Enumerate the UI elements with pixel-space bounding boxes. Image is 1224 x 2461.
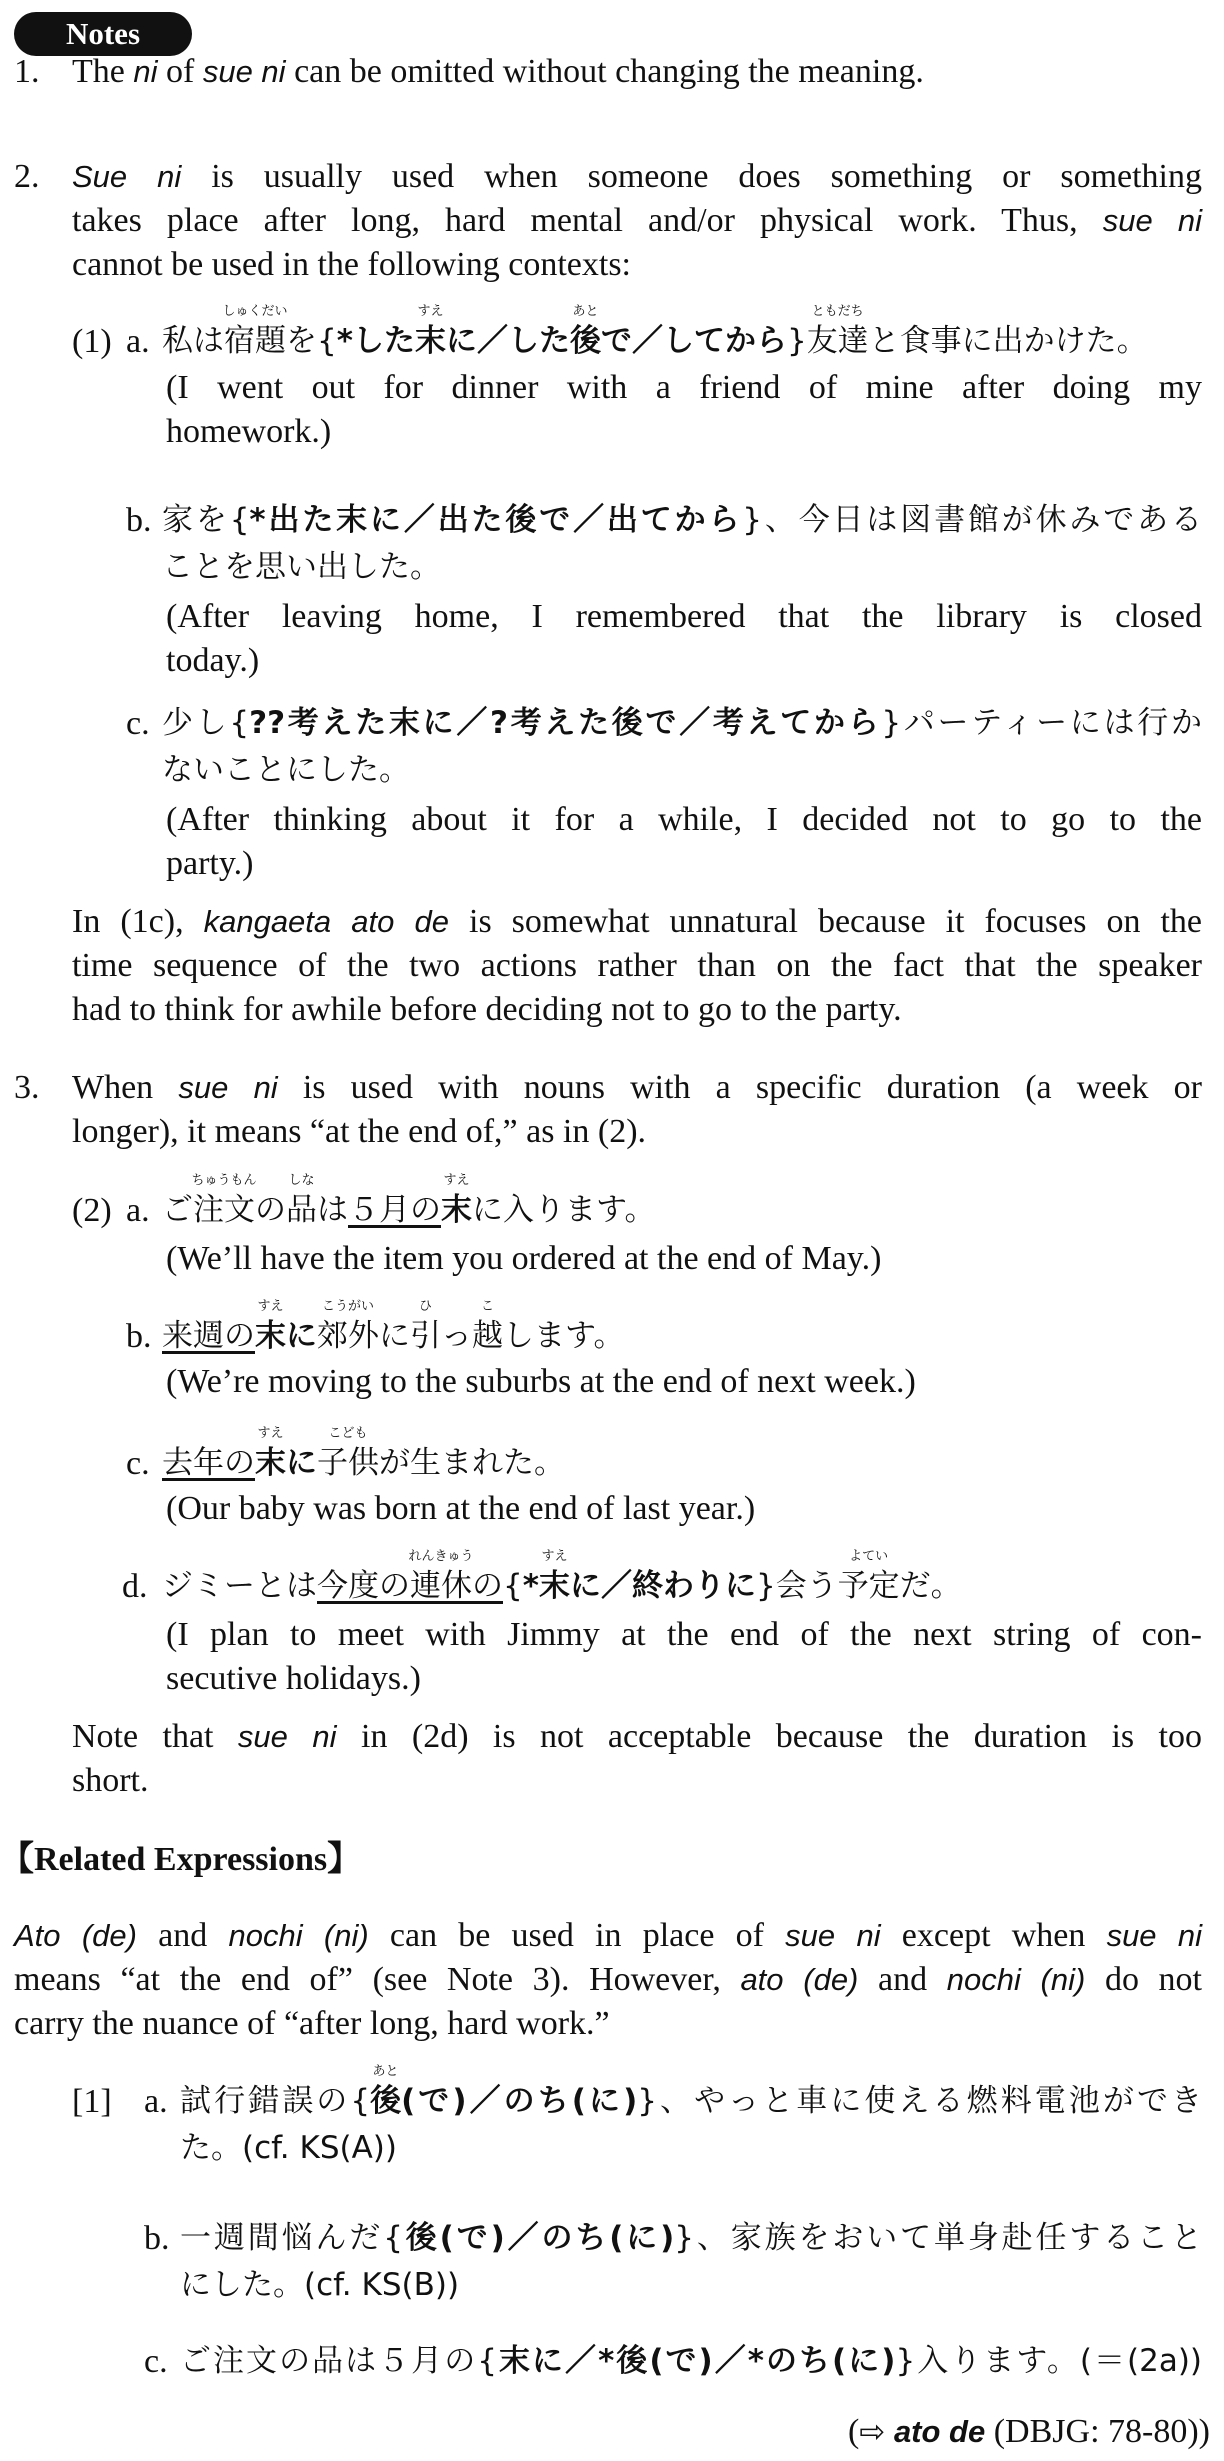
example-r1b-label: b. — [144, 2220, 170, 2257]
example-r1c-label: c. — [144, 2343, 168, 2380]
note-2-line-2: takes place after long, hard mental and/or physical work. Thus, sue ni — [72, 202, 1202, 239]
cross-reference: (⇨ ato de (DBJG: 78-80)) — [848, 2413, 1210, 2450]
example-2c-label: c. — [126, 1445, 150, 1482]
example-2d-english-1: (I plan to meet with Jimmy at the end of the next string of con- — [166, 1616, 1202, 1653]
example-r1b-japanese-2: にした。(cf. KS(B)) — [180, 2267, 460, 2303]
example-2c-english: (Our baby was born at the end of last year.) — [166, 1490, 756, 1527]
note-2-line-1: Sue ni is usually used when someone does something or something — [72, 158, 1202, 195]
example-1a-japanese: 私は宿題 しゅくだい を{*した末 すえ に／した後 あと で／してから}友達 ともだち と食事に出かけた。 — [162, 304, 1148, 359]
related-line-3: carry the nuance of “after long, hard work.” — [14, 2005, 610, 2042]
example-1c-label: c. — [126, 705, 150, 742]
note-1-text: The ni of sue ni can be omitted without changing the meaning. — [72, 53, 924, 90]
example-r1b-japanese-1: 一週間悩んだ{後(で)／のち(に)}、家族をおいて単身赴任すること — [180, 2220, 1203, 2256]
example-1a-english-2: homework.) — [166, 413, 332, 450]
example-1a-english-1: (I went out for dinner with a friend of mine after doing my — [166, 369, 1202, 406]
note-3-line-1: When sue ni is used with nouns with a specific duration (a week or — [72, 1069, 1202, 1106]
example-1b-english-1: (After leaving home, I remembered that the library is closed — [166, 598, 1202, 635]
related-line-2: means “at the end of” (see Note 3). However, ato (de) and nochi (ni) do not — [14, 1961, 1202, 1998]
example-2b-english: (We’re moving to the suburbs at the end of next week.) — [166, 1363, 916, 1400]
example-2a-english: (We’ll have the item you ordered at the end of May.) — [166, 1240, 882, 1277]
example-2b-japanese: 来週の末 すえ に郊外 こうがい に引 ひ っ越 こ します。 — [162, 1299, 625, 1354]
example-2d-label: d. — [122, 1568, 148, 1605]
example-2d-japanese: ジミーとは今度の連休 れんきゅう の{*末 すえ に／終わりに}会う予定 よてい だ。 — [162, 1549, 962, 1604]
note-1c-line-2: time sequence of the two actions rather than on the fact that the speaker — [72, 947, 1202, 984]
example-r1c-japanese: ご注文の品は５月の{末に／*後(で)／*のち(に)}入ります。(＝(2a)) — [180, 2343, 1203, 2379]
example-2a-japanese: ご注文 ちゅうもん の品 しな は５月の末 すえ に入ります。 — [162, 1173, 656, 1228]
example-1-number: (1) — [72, 323, 112, 360]
example-1a-label: a. — [126, 323, 150, 360]
example-1c-japanese-1: 少し{??考えた末に／?考えた後で／考えてから}パーティーには行か — [162, 705, 1202, 741]
note-2d-line-2: short. — [72, 1762, 149, 1799]
note-1c-line-1: In (1c), kangaeta ato de is somewhat unnatural because it focuses on the — [72, 903, 1203, 940]
example-2d-english-2: secutive holidays.) — [166, 1660, 421, 1697]
related-expressions-heading: 【Related Expressions】 — [0, 1841, 362, 1878]
example-2b-label: b. — [126, 1318, 152, 1355]
example-r1a-japanese-2: た。(cf. KS(A)) — [180, 2130, 397, 2166]
note-3-line-2: longer), it means “at the end of,” as in (2). — [72, 1113, 647, 1150]
notes-badge: Notes — [14, 12, 192, 56]
example-1c-japanese-2: ないことにした。 — [162, 752, 410, 788]
example-1b-label: b. — [126, 502, 152, 539]
example-2a-label: a. — [126, 1192, 150, 1229]
note-2d-line-1: Note that sue ni in (2d) is not acceptable because the duration is too — [72, 1718, 1202, 1755]
example-r1a-label: a. — [144, 2083, 168, 2120]
example-1b-english-2: today.) — [166, 642, 260, 679]
arrow-right-icon: ⇨ — [859, 2414, 886, 2450]
note-1c-line-3: had to think for awhile before deciding not to go to the party. — [72, 991, 902, 1028]
related-line-1: Ato (de) and nochi (ni) can be used in place of sue ni except when sue ni — [14, 1917, 1202, 1954]
note-1-number: 1. — [14, 53, 40, 90]
example-1b-japanese-1: 家を{*出た末に／出た後で／出てから}、今日は図書館が休みである — [162, 502, 1202, 538]
example-2-number: (2) — [72, 1192, 112, 1229]
note-2-line-3: cannot be used in the following contexts: — [72, 246, 631, 283]
note-3-number: 3. — [14, 1069, 40, 1106]
example-r1-number: [1] — [72, 2083, 112, 2120]
note-2-number: 2. — [14, 158, 40, 195]
example-1b-japanese-2: ことを思い出した。 — [162, 549, 441, 585]
example-1c-english-2: party.) — [166, 845, 254, 882]
example-1c-english-1: (After thinking about it for a while, I decided not to go to the — [166, 801, 1202, 838]
example-2c-japanese: 去年の末 すえ に子供 こども が生まれた。 — [162, 1426, 565, 1481]
example-r1a-japanese-1: 試行錯誤の{後 あと (で)／のち(に)}、やっと車に使える燃料電池ができ — [180, 2064, 1203, 2119]
